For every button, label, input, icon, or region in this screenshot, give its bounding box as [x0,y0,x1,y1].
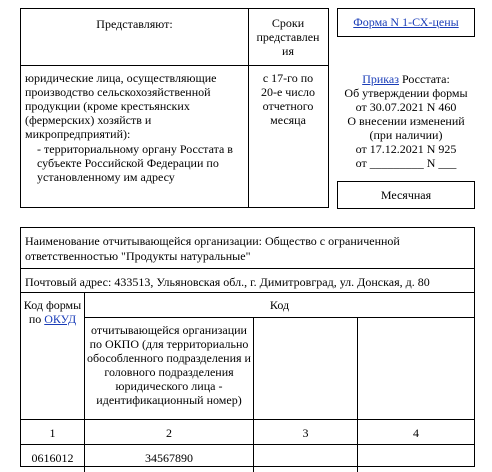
number-row-bottom [21,444,474,445]
okud-header [21,298,84,326]
org-name-line [25,234,465,264]
org-block [20,227,475,467]
periodicity-label: Месячная [380,188,432,202]
code-header: Код [269,298,290,312]
number-row-top [21,419,474,420]
address-divider [21,292,474,293]
okud-code-value: 0616012 [31,451,74,465]
form-number-cell [337,8,475,37]
col-number-1: 1 [49,426,56,440]
order-link[interactable]: Приказ [362,72,399,86]
approval-changes-line: О внесении изменений (при наличии) от 17.12.2021 N 925 [347,114,465,156]
org-name-value: Общество с ограниченной ответственностью "Продукты натуральные" [25,234,400,263]
code-header-divider [84,317,474,318]
col-divider-2 [253,317,254,472]
okpo-subheader: отчитывающейся организации по ОКПО (для территориально обособленного подразделения и головного подразделения юридического лица - идентификационный номер) [87,323,251,407]
col-number-3: 3 [302,426,309,440]
okpo-code-value: 34567890 [145,451,193,465]
approval-blank-line: от _________ N ___ [355,156,457,170]
form-number-link[interactable]: Форма N 1-СХ-цены [353,15,459,29]
col-divider-3 [357,317,358,472]
deadline-text: с 17-го по 20-е число отчетного месяца [260,71,316,127]
org-name-label: Наименование отчитывающейся организации: [25,234,265,248]
submitters-sub-item: - территориальному органу Росстата в субъекте Российской Федерации по установленному им адресу [37,142,233,184]
org-divider [21,268,474,269]
submitters-cell [20,65,249,208]
approval-order-line [337,72,475,86]
deadline-header-cell [248,8,329,66]
col-number-4: 4 [413,426,419,440]
deadline-cell [248,65,329,208]
form-number-wrap [338,15,474,29]
okud-link[interactable]: ОКУД [44,312,77,326]
submitters-header-cell [20,8,249,66]
deadline-title: Сроки представлен ия [256,16,320,58]
col-number-2: 2 [166,426,172,440]
periodicity-cell [337,181,475,209]
approval-approved-line: Об утверждении формы от 30.07.2021 N 460 [344,86,468,114]
submitters-text: юридические лица, осуществляющие производство сельскохозяйственной продукции (кроме крестьянских (фермерских) хозяйств и микропредприятий): [25,71,217,141]
org-address-line [25,275,465,289]
submitters-title: Представляют: [96,17,173,31]
approval-block [337,72,475,170]
org-address-value: 433513, Ульяновская обл., г. Димитровград, ул. Донская, д. 80 [114,275,430,289]
org-address-label: Почтовый адрес: [25,275,115,289]
col-divider-1 [84,292,85,472]
okud-header-text: Код формы по [23,298,82,326]
order-rest: Росстата: [399,72,450,86]
